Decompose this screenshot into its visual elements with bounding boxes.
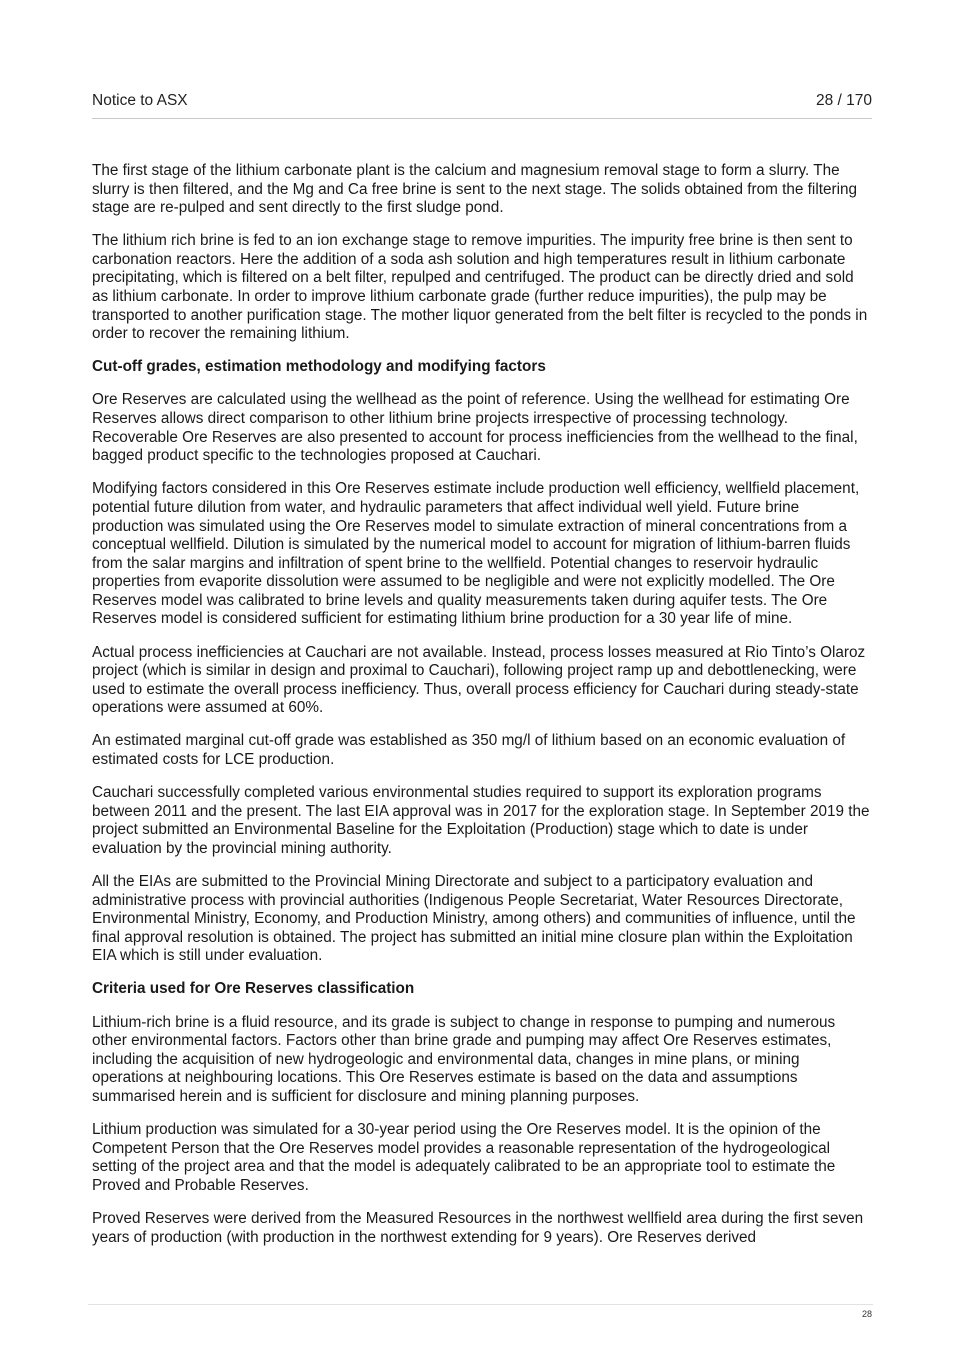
- paragraph: The lithium rich brine is fed to an ion exchange stage to remove impurities. The impurity free brine is then sent to carbonation reactors. Here the addition of a soda ash solution and high temperatures result in lithium carbonate precipitating, which is filtered on a belt filter, repulped and centrifuged. The product can be directly dried and sold as lithium carbonate. In order to improve lithium carbonate grade (further reduce impurities), the pulp may be transported to another purification stage. The mother liquor generated from the belt filter is recycled to the ponds in order to recover the remaining lithium.: [92, 232, 868, 343]
- document-body: [92, 162, 873, 1262]
- page-indicator: 28 / 170: [815, 92, 872, 109]
- paragraph: Lithium-rich brine is a fluid resource, and its grade is subject to change in response to pumping and numerous other environmental factors. Factors other than brine grade and pumping may affect Ore Reserves estimates, including the acquisition of new hydrogeologic and environmental data, changes in mine plans, or mining operations at neighbouring locations. This Ore Reserves estimate is based on the data and assumptions summarised herein and is sufficient for disclosure and mining planning purposes.: [92, 1013, 836, 1105]
- paragraph: Cauchari successfully completed various environmental studies required to support its exploration programs between 2011 and the present. The last EIA approval was in 2017 for the exploration stage. In September 2019 the project submitted an Environmental Baseline for the Exploitation (Production) stage which to date is under evaluation by the provincial mining authority.: [92, 784, 870, 857]
- paragraph: Proved Reserves were derived from the Measured Resources in the northwest wellfield area during the first seven years of production (with production in the northwest extending for 9 years). Ore Reserves derived: [92, 1209, 864, 1246]
- page-header: [92, 92, 872, 119]
- paragraph: Actual process inefficiencies at Cauchari are not available. Instead, process losses measured at Rio Tinto’s Olaroz project (which is similar in design and proximal to Cauchari), following project ramp up and debottlenecking, were used to estimate the overall process inefficiency. Thus, overall process efficiency for Cauchari during steady-state operations were assumed at 60%.: [92, 643, 866, 717]
- paragraph: Lithium production was simulated for a 30-year period using the Ore Reserves model. It is the opinion of the Competent Person that the Ore Reserves model provides a reasonable representation of the hydrogeological setting of the project area and that the model is adequately calibrated to be an appropriate tool to estimate the Proved and Probable Reserves.: [92, 1121, 836, 1194]
- footer-divider: [88, 1304, 873, 1305]
- paragraph: The first stage of the lithium carbonate plant is the calcium and magnesium removal stage to form a slurry. The slurry is then filtered, and the Mg and Ca free brine is sent to the next stage. The solids obtained from the filtering stage are re-pulped and sent directly to the first sludge pond.: [92, 162, 857, 217]
- paragraph: Ore Reserves are calculated using the wellhead as the point of reference. Using the wellhead for estimating Ore Reserves allows direct comparison to other lithium brine projects irrespective of processing technology. Recoverable Ore Reserves are also presented to account for process inefficiencies from the wellhead to the final, bagged product specific to the technologies proposed at Cauchari.: [92, 391, 858, 465]
- paragraph: All the EIAs are submitted to the Provincial Mining Directorate and subject to a participatory evaluation and administrative process with provincial authorities (Indigenous People Secretariat, Water Resources Directorate, Environmental Ministry, Economy, and Production Ministry, among others) and communities of influence, until the final approval resolution is obtained. The project has submitted an initial mine closure plan within the Exploitation EIA which is still under evaluation.: [92, 873, 856, 965]
- section-heading: Criteria used for Ore Reserves classification: [92, 980, 415, 998]
- paragraph: An estimated marginal cut-off grade was established as 350 mg/l of lithium based on an economic evaluation of estimated costs for LCE production.: [92, 732, 846, 769]
- footer-page-number: 28: [861, 1309, 872, 1319]
- paragraph: Modifying factors considered in this Ore Reserves estimate include production well efficiency, wellfield placement, potential future dilution from water, and hydraulic parameters that affect individual well yield. Future brine production was simulated using the Ore Reserves model to simulate extraction of mineral concentrations from a conceptual wellfield. Dilution is simulated by the numerical model to account for migration of lithium-barren fluids from the salar margins and infiltration of spent brine to the wellfield. Potential changes to reservoir hydraulic properties from evaporite dissolution were assumed to be negligible and were not explicitly modelled. The Ore Reserves model was calibrated to brine levels and quality measurements taken during aquifer tests. The Ore Reserves model is considered sufficient for estimating lithium brine production for a 30 year life of mine.: [92, 480, 860, 628]
- section-heading: Cut-off grades, estimation methodology and modifying factors: [92, 358, 546, 376]
- document-title: Notice to ASX: [92, 92, 188, 109]
